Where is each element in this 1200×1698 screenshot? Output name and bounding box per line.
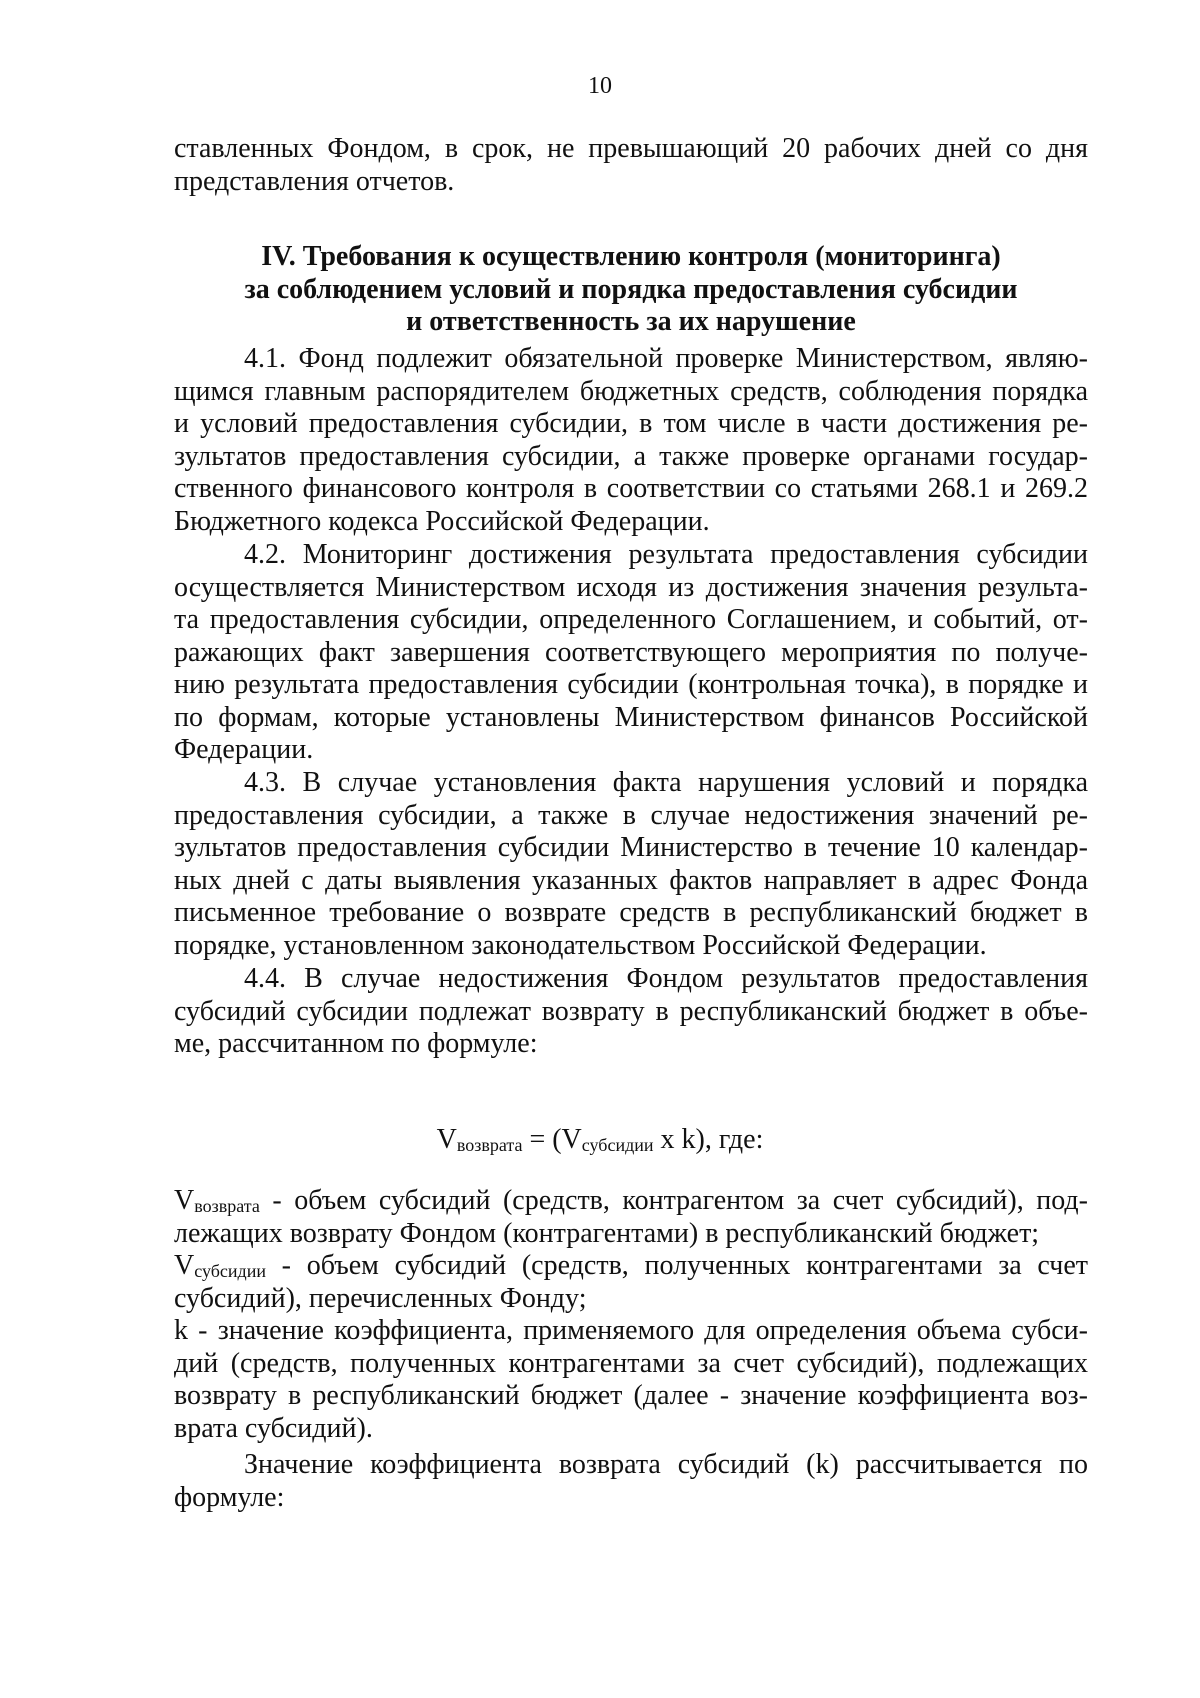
symbol-subscript: возврата [194, 1196, 260, 1216]
formula-symbol: V [436, 1124, 457, 1155]
text-line: Значение коэффициента возврата субсидий (k) рассчитывается по [244, 1449, 1088, 1480]
symbol-v: V [174, 1185, 195, 1216]
text-line: нию результата предоставления субсидии (контрольная точка), в порядке и [174, 669, 1088, 700]
text-line: порядке, установленном законодательством Российской Федерации. [174, 929, 987, 961]
text-line: та предоставления субсидии, определенного Соглашением, и событий, от- [174, 604, 1088, 635]
text-line: субсидий субсидии подлежат возврату в республиканский бюджет в объе- [174, 995, 1088, 1027]
paragraph-4-3 [174, 767, 1088, 962]
text-line: ставленных Фондом, в срок, не превышающий 20 рабочих дней со дня [174, 133, 1088, 164]
return-formula [0, 1124, 1200, 1157]
page-number: 10 [588, 73, 612, 99]
text-line: ме, рассчитанном по формуле: [174, 1028, 538, 1059]
definitions [174, 1185, 1088, 1445]
definition-line: $V_{возврата}$ - объем субсидий (средств, контрагентом за счет субсидий), под- [174, 1185, 1088, 1216]
heading-line: IV. Требования к осуществлению контроля (мониторинга) [261, 241, 1001, 272]
definition-line: субсидий), перечисленных Фонду; [174, 1282, 587, 1314]
heading-line: и ответственность за их нарушение [406, 306, 856, 337]
text-line: 4.2. Мониторинг достижения результата предоставления субсидии [244, 539, 1088, 570]
formula-text: x k), где: [653, 1124, 764, 1155]
definition-line: врата субсидий). [174, 1412, 373, 1444]
definition-line: k - значение коэффициента, применяемого для определения объема субси- [174, 1315, 1088, 1346]
definition-line: $V_{субсидии}$ - объем субсидий (средств, полученных контрагентами за счет [174, 1250, 1088, 1281]
text-line: зультатов предоставления субсидии, а также проверке органами государ- [174, 440, 1088, 472]
formula-subscript: субсидии [581, 1135, 654, 1155]
paragraph-4-1 [174, 343, 1088, 538]
paragraph-4-2 [174, 539, 1088, 767]
definition-line: лежащих возврату Фондом (контрагентами) в республиканский бюджет; [174, 1217, 1040, 1249]
text-line: представления отчетов. [174, 165, 455, 197]
text-line: зультатов предоставления субсидии Министерство в течение 10 календар- [174, 832, 1088, 863]
symbol-subscript: субсидии [194, 1261, 266, 1281]
text-line: 4.3. В случае установления факта нарушения условий и порядка [244, 767, 1088, 798]
text-line: Бюджетного кодекса Российской Федерации. [174, 505, 710, 537]
text-line: осуществляется Министерством исходя из достижения значения результа- [174, 571, 1088, 603]
text-line: по формам, которые установлены Министерством финансов Российской [174, 701, 1088, 733]
text-line: Федерации. [174, 734, 314, 765]
text-line: предоставления субсидии, а также в случае недостижения значений ре- [174, 799, 1088, 831]
definition-line: дий (средств, полученных контрагентами за счет субсидий), подлежащих [174, 1347, 1088, 1379]
text-line: ственного финансового контроля в соответствии со статьями 268.1 и 269.2 [174, 473, 1088, 504]
symbol-v: V [174, 1250, 195, 1281]
intro-paragraph [174, 133, 1088, 198]
definition-line: возврату в республиканский бюджет (далее - значение коэффициента воз- [174, 1380, 1088, 1411]
formula-text: = (V [522, 1124, 582, 1155]
text-line: письменное требование о возврате средств в республиканский бюджет в [174, 897, 1088, 928]
heading-line: за соблюдением условий и порядка предоставления субсидии [244, 273, 1018, 305]
text-line: 4.4. В случае недостижения Фондом результатов предоставления [244, 963, 1088, 994]
formula-subscript: возврата [456, 1135, 523, 1155]
closing-paragraph [174, 1449, 1088, 1514]
text-line: формуле: [174, 1481, 285, 1513]
text-line: ражающих факт завершения соответствующего мероприятия по получе- [174, 636, 1088, 668]
text-line: 4.1. Фонд подлежит обязательной проверке Министерством, являю- [244, 343, 1088, 374]
paragraph-4-4 [174, 963, 1088, 1061]
text-line: и условий предоставления субсидии, в том числе в части достижения ре- [174, 408, 1088, 439]
text-line: ных дней с даты выявления указанных фактов направляет в адрес Фонда [174, 864, 1088, 896]
text-line: щимся главным распорядителем бюджетных средств, соблюдения порядка [174, 375, 1088, 407]
section-heading [174, 241, 1088, 339]
